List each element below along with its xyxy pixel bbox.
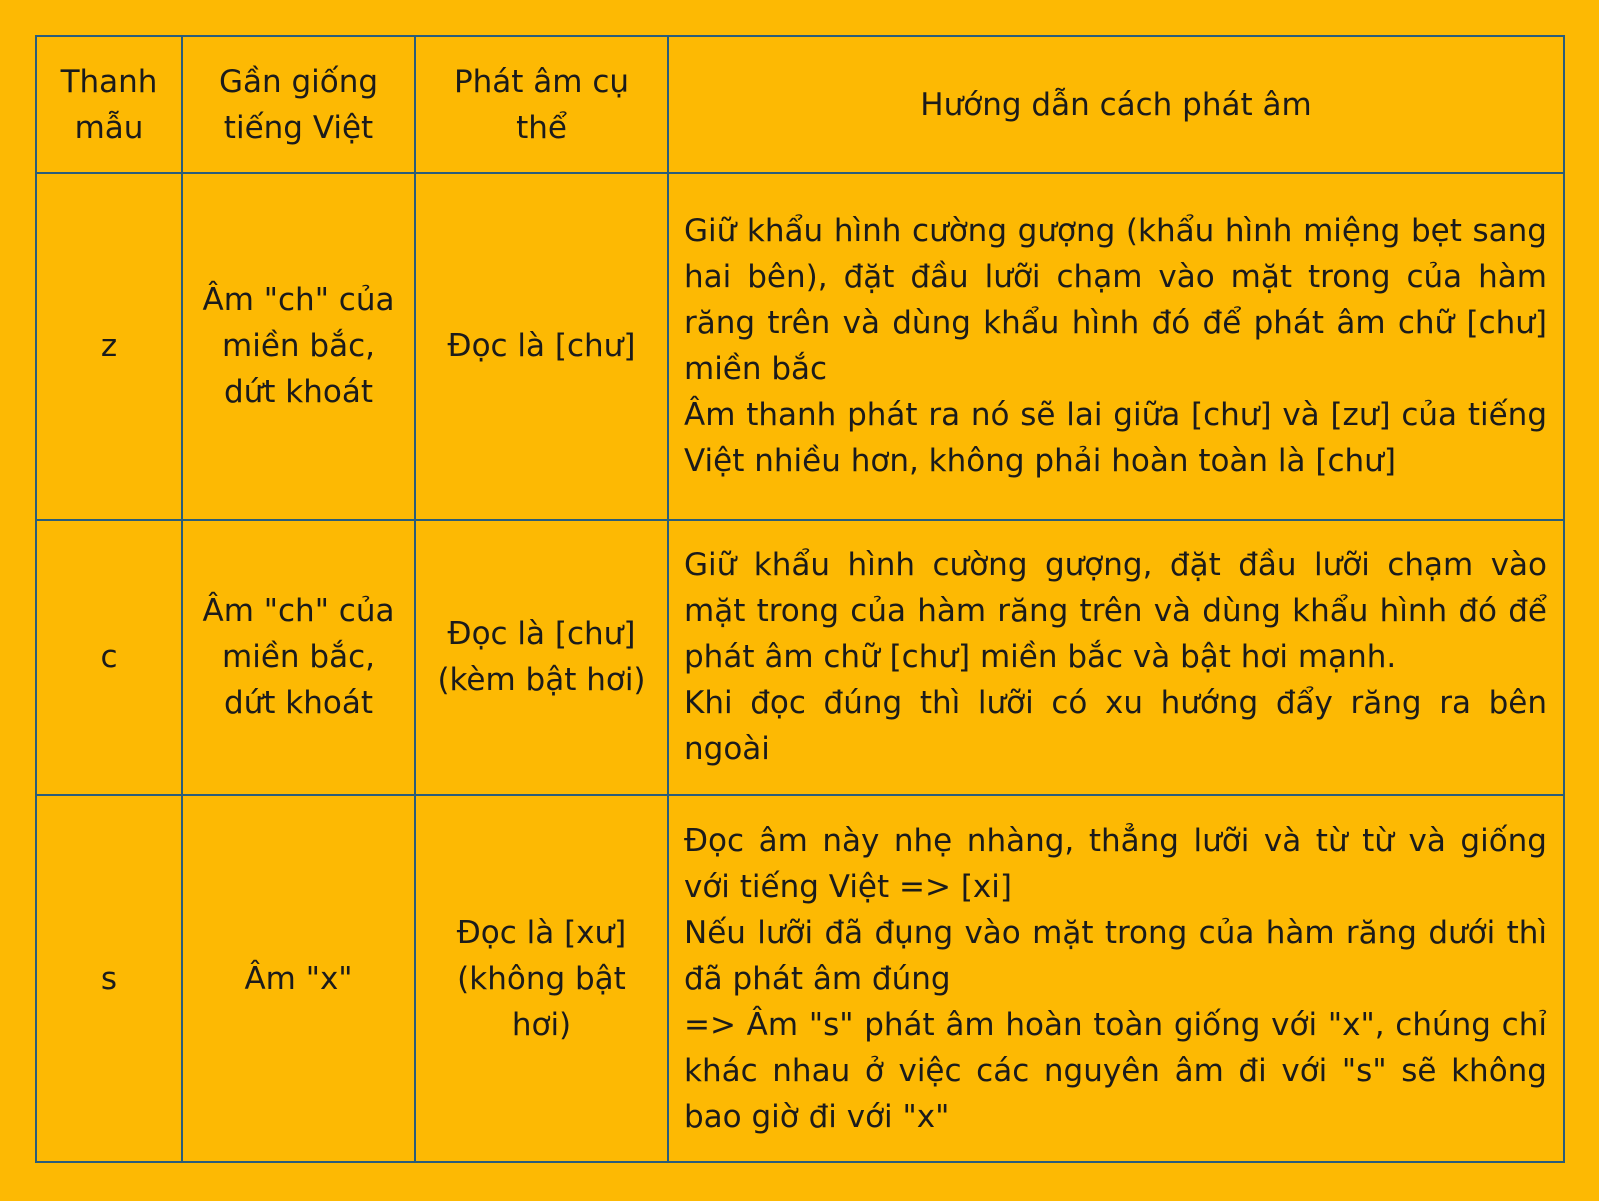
similar-cell: Âm "x"	[182, 795, 415, 1162]
guide-line: Âm thanh phát ra nó sẽ lai giữa [chư] và [zư] của tiếng Việt nhiều hơn, không phải hoàn toàn là [chư]	[684, 397, 1547, 480]
guide-cell	[668, 795, 1564, 1162]
pronunciation-table	[35, 35, 1565, 1163]
guide-line: Nếu lưỡi đã đụng vào mặt trong của hàm răng dưới thì đã phát âm đúng	[684, 914, 1547, 997]
pronounce-cell: Đọc là [chư]	[415, 173, 668, 520]
initial-cell: z	[36, 173, 182, 520]
guide-line: Đọc âm này nhẹ nhàng, thẳng lưỡi và từ từ và giống với tiếng Việt => [xi]	[684, 822, 1547, 905]
similar-cell: Âm "ch" của miền bắc, dứt khoát	[182, 520, 415, 796]
table-row	[36, 795, 1564, 1162]
header-pronunciation-guide: Hướng dẫn cách phát âm	[668, 36, 1564, 173]
header-initial: Thanh mẫu	[36, 36, 182, 173]
guide-line: Khi đọc đúng thì lưỡi có xu hướng đẩy răng ra bên ngoài	[684, 685, 1547, 768]
guide-cell	[668, 173, 1564, 520]
header-specific-pronunciation: Phát âm cụ thể	[415, 36, 668, 173]
initial-cell: c	[36, 520, 182, 796]
guide-line: Giữ khẩu hình cường gượng, đặt đầu lưỡi chạm vào mặt trong của hàm răng trên và dùng khẩu hình đó để phát âm chữ [chư] miền bắc và bật hơi mạnh.	[684, 547, 1547, 676]
pronounce-cell: Đọc là [chư] (kèm bật hơi)	[415, 520, 668, 796]
table-row	[36, 520, 1564, 796]
initial-cell: s	[36, 795, 182, 1162]
pronounce-cell: Đọc là [xư] (không bật hơi)	[415, 795, 668, 1162]
guide-line: Giữ khẩu hình cường gượng (khẩu hình miệng bẹt sang hai bên), đặt đầu lưỡi chạm vào mặt trong của hàm răng trên và dùng khẩu hình đó để phát âm chữ [chư] miền bắc	[684, 213, 1547, 388]
table-row	[36, 173, 1564, 520]
table-header-row	[36, 36, 1564, 173]
guide-line: => Âm "s" phát âm hoàn toàn giống với "x", chúng chỉ khác nhau ở việc các nguyên âm đi với "s" sẽ không bao giờ đi với "x"	[684, 1006, 1547, 1135]
similar-cell: Âm "ch" của miền bắc, dứt khoát	[182, 173, 415, 520]
guide-cell	[668, 520, 1564, 796]
header-similar-vietnamese: Gần giống tiếng Việt	[182, 36, 415, 173]
